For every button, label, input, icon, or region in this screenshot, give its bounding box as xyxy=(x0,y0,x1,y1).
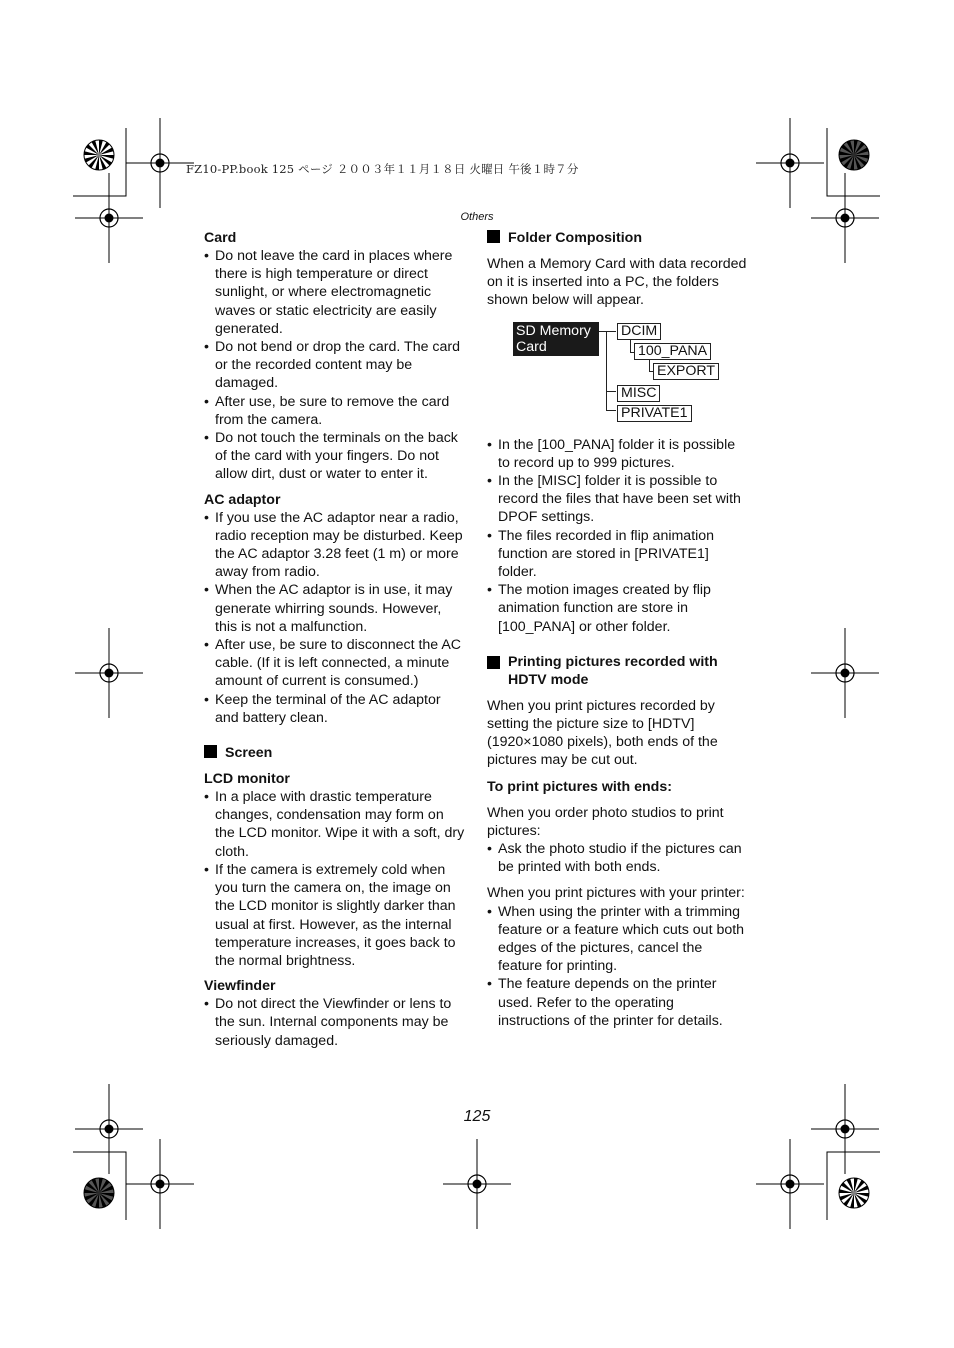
card-list xyxy=(204,247,466,484)
left-column xyxy=(204,229,466,1050)
list-item: • Do not bend or drop the card. The card or the recorded content may be damaged. xyxy=(204,338,466,393)
list-item: • The feature depends on the printer used. Refer to the operating instructions of the printer for details. xyxy=(487,975,749,1030)
list-item: • When the AC adaptor is in use, it may generate whirring sounds. However, this is not a malfunction. xyxy=(204,581,466,636)
square-bullet-icon xyxy=(204,745,217,758)
list-item: • In a place with drastic temperature changes, condensation may form on the LCD monitor. Wipe it with a soft, dry cloth. xyxy=(204,788,466,861)
list-item: • Do not direct the Viewfinder or lens to the sun. Internal components may be seriously damaged. xyxy=(204,995,466,1050)
studio-intro: When you order photo studios to print pictures: xyxy=(487,804,724,839)
list-item: • When using the printer with a trimming feature or a feature which cuts out both edges of the pictures, cancel the feature for printing. xyxy=(487,903,749,976)
print-header: FZ10-PP.book 125 ページ ２００３年１１月１８日 火曜日 午後１時７分 xyxy=(186,162,579,176)
right-column xyxy=(487,229,749,1030)
tree-node-dcim: DCIM xyxy=(617,323,661,340)
tree-node-private1: PRIVATE1 xyxy=(617,405,692,422)
list-item: • The motion images created by flip animation function are store in [100_PANA] or other folder. xyxy=(487,581,749,636)
screen-heading xyxy=(204,744,466,762)
list-item: • In the [100_PANA] folder it is possible to record up to 999 pictures. xyxy=(487,436,749,472)
viewfinder-list xyxy=(204,995,466,1050)
hdtv-heading-text: Printing pictures recorded with HDTV mode xyxy=(508,653,718,688)
tree-line xyxy=(606,391,616,392)
ac-adaptor-heading: AC adaptor xyxy=(204,491,281,508)
tree-line xyxy=(649,358,650,372)
tree-line xyxy=(599,331,616,332)
lcd-list xyxy=(204,788,466,970)
tree-root: SD Memory Card xyxy=(513,322,599,356)
print-ends-heading: To print pictures with ends: xyxy=(487,778,672,795)
hdtv-heading xyxy=(487,653,749,689)
list-item: • If you use the AC adaptor near a radio, radio reception may be disturbed. Keep the AC adaptor 3.28 feet (1 m) or more away from radio. xyxy=(204,509,466,582)
page-number: 125 xyxy=(463,1108,491,1125)
tree-node-export: EXPORT xyxy=(653,363,719,380)
list-item: • In the [MISC] folder it is possible to record the files that have been set with DPOF settings. xyxy=(487,472,749,527)
list-item: • If the camera is extremely cold when you turn the camera on, the image on the LCD monitor is slightly darker than usual at first. However, as the internal temperature increases, it goes back to the normal brightness. xyxy=(204,861,466,970)
list-item: • Keep the terminal of the AC adaptor and battery clean. xyxy=(204,691,466,727)
list-item: • Ask the photo studio if the pictures can be printed with both ends. xyxy=(487,840,749,876)
viewfinder-heading: Viewfinder xyxy=(204,978,276,995)
folder-heading-text: Folder Composition xyxy=(508,230,642,246)
section-tag: Others xyxy=(460,211,494,223)
lcd-heading: LCD monitor xyxy=(204,771,290,788)
square-bullet-icon xyxy=(487,230,500,243)
card-heading: Card xyxy=(204,230,237,246)
tree-node-misc: MISC xyxy=(617,385,660,402)
square-bullet-icon xyxy=(487,656,500,669)
screen-heading-text: Screen xyxy=(225,745,273,762)
list-item: • Do not leave the card in places where there is high temperature or direct sunlight, or where electromagnetic waves or static electricity are easily generated. xyxy=(204,247,466,338)
folder-list xyxy=(487,436,749,636)
ac-adaptor-list xyxy=(204,509,466,727)
studio-list xyxy=(487,840,749,876)
folder-tree xyxy=(487,322,749,424)
list-item: • The files recorded in flip animation function are stored in [PRIVATE1] folder. xyxy=(487,527,749,582)
folder-intro: When a Memory Card with data recorded on it is inserted into a PC, the folders shown below will appear. xyxy=(487,256,747,309)
folder-heading xyxy=(487,229,749,247)
list-item: • After use, be sure to remove the card from the camera. xyxy=(204,393,466,429)
tree-node-100-pana: 100_PANA xyxy=(634,343,711,360)
printer-intro: When you print pictures with your printer: xyxy=(487,885,745,902)
list-item: • Do not touch the terminals on the back of the card with your fingers. Do not allow dirt, dust or water to enter it. xyxy=(204,429,466,484)
printer-list xyxy=(487,903,749,1030)
tree-line xyxy=(606,331,607,411)
hdtv-intro: When you print pictures recorded by setting the picture size to [HDTV] (1920×1080 pixels), both ends of the pictures may be cut out. xyxy=(487,697,718,769)
tree-line xyxy=(606,410,616,411)
tree-line xyxy=(630,339,631,353)
list-item: • After use, be sure to disconnect the AC cable. (If it is left connected, a minute amount of current is consumed.) xyxy=(204,636,466,691)
